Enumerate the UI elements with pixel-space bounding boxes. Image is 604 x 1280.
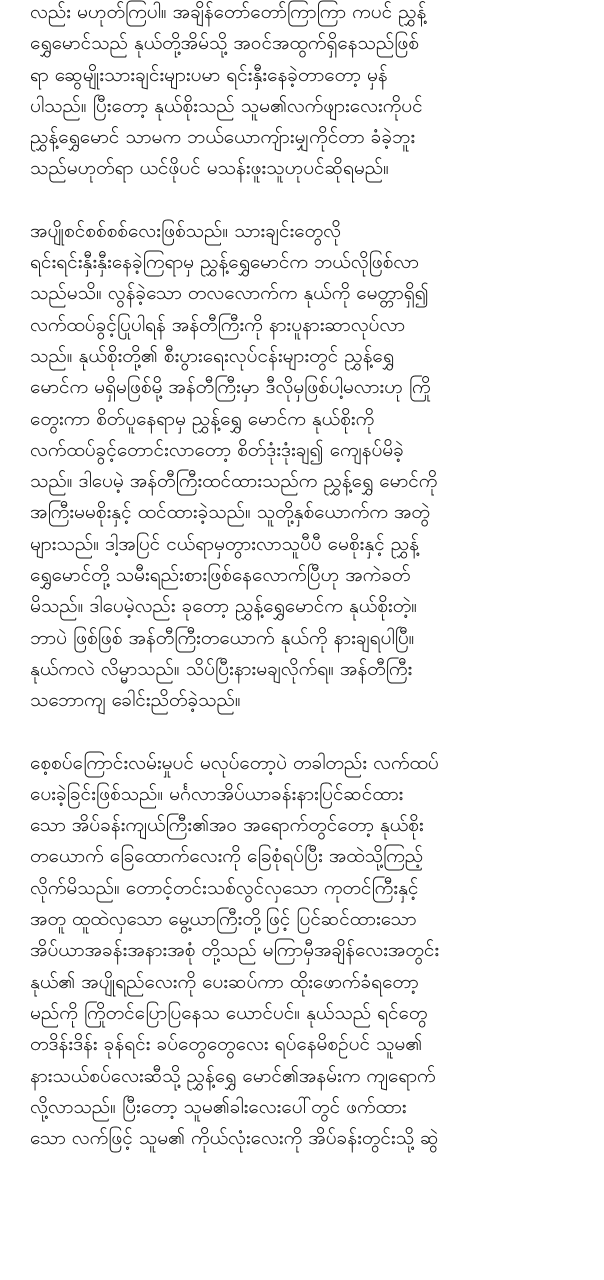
text-line: တွေးကာ စိတ်ပူနေရာမှ ညွှန့်ရွှေ မောင်က နုယ်စိုးကို — [30, 407, 375, 430]
text-line: ရင်းရင်းနှီးနှီးနေခဲ့ကြရာမှ ညွှန့်ရွှေမောင်က ဘယ်လိုဖြစ်လာ — [30, 251, 419, 274]
text-line: များသည်။ ဒါ့အပြင် ငယ်ရာမှတွားလာသူပီပီ မေစိုးနှင့် ညွှန့် — [30, 532, 419, 555]
text-line: သည်။ နုယ်စိုးတို့၏ စီးပွားရေးလုပ်ငန်းများတွင် ညွှန့်ရွှေ — [30, 344, 395, 367]
text-line: လက်ထပ်ခွင့်ပြုပါရန် အန်တီကြီးကို နားပူနားဆာလုပ်လာ — [30, 313, 406, 336]
text-line: ပါသည်။ ပြီးတော့ နုယ်စိုးသည် သူမ၏လက်ဖျားလေးကိုပင် — [30, 94, 423, 117]
text-line: လိုက်မိသည်။ တောင့်တင်းသစ်လွင်လှသော ကုတင်ကြီးနှင့် — [30, 876, 419, 899]
text-line: သည်။ ဒါပေမဲ့ အန်တီကြီးထင်ထားသည်က ညွှန့်ရွှေ မောင်ကို — [30, 470, 438, 493]
text-line: အပျိုစင်စစ်စစ်လေးဖြစ်သည်။ သားချင်းတွေလို — [30, 219, 341, 242]
text-line: စေ့စပ်ကြောင်းလမ်းမှုပင် မလုပ်တော့ပဲ တခါတည်း လက်ထပ် — [30, 751, 439, 774]
text-line: သော အိပ်ခန်းကျယ်ကြီး၏အဝ အရောက်တွင်တော့ နုယ်စိုး — [30, 814, 424, 837]
text-line: ညွှန့်ရွှေမောင် သာမက ဘယ်ယောကျ်ားမျှကိုင်တာ ခံခဲ့ဘူး — [30, 126, 416, 149]
text-line: အတူ ထူထဲလှသော မွေ့ယာကြီးတို့ဖြင့် ပြင်ဆင်ထားသော — [30, 908, 417, 931]
text-line: သဘောကျ ခေါင်းညိတ်ခဲ့သည်။ — [30, 689, 241, 712]
text-line: နုယ်ကလဲ လိမ္မာသည်။ သိပ်ပြီးနားမချလိုက်ရ။ အန်တီကြီး — [30, 657, 413, 680]
text-line: တယောက် ခြေထောက်လေးကို ခြေစုံရပ်ပြီး အထဲသို့ကြည့် — [30, 845, 424, 868]
text-line: ဘာပဲ ဖြစ်ဖြစ် အန်တီကြီးတယောက် နုယ်ကို နားချရပါပြီ။ — [30, 626, 415, 649]
text-line: ပေးခဲ့ခြင်းဖြစ်သည်။ မင်္ဂလာအိပ်ယာခန်းနားပြင်ဆင်ထား — [30, 782, 404, 805]
text-line: ရွှေမောင်တို့ သမီးရည်းစားဖြစ်နေလောက်ပြီဟု အကဲခတ် — [30, 564, 411, 587]
text-line: မိသည်။ ဒါပေမဲ့လည်း ခုတော့ ညွှန့်ရွှေမောင်က နုယ်စိုးတဲ့။ — [30, 595, 417, 618]
text-line: အိပ်ယာအခန်းအနားအစုံ တို့သည် မကြာမှီအချိန်လေးအတွင်း — [30, 939, 440, 962]
text-line: လို့လာသည်။ ပြီးတော့ သူမ၏ခါးလေးပေါ်တွင် ဖက်ထား — [30, 1095, 407, 1118]
text-line: သည်မသိ။ လွန်ခဲ့သော တလလောက်က နုယ်ကို မေတ္တာရှိ၍ — [30, 282, 429, 305]
text-line: ရာ ဆွေမျိုးသားချင်းများပမာ ရင်းနှီးနေခဲ့တာတော့ မှန် — [30, 63, 388, 86]
text-line: အကြီးမမစိုးနှင့် ထင်ထားခဲ့သည်။ သူတို့နှစ်ယောက်က အတွဲ — [30, 501, 430, 524]
paragraph-1 — [30, 0, 582, 185]
text-line: မောင်က မရှိမဖြစ်မို့ အန်တီကြီးမှာ ဒီလိုမှဖြစ်ပါ့မလားဟု ကြို — [30, 376, 431, 399]
story-text — [30, 0, 582, 1185]
text-line: လည်း မဟုတ်ကြပါ။ အချိန်တော်တော်ကြာကြာ ကပင် ညွှန့် — [30, 1, 427, 23]
text-line: နားသယ်စပ်လေးဆီသို့ ညွှန့်ရွှေ မောင်၏အနမ်းက ကျရောက် — [30, 1064, 436, 1087]
text-line: ရွှေမောင်သည် နုယ်တို့အိမ်သို့ အဝင်အထွက်ရှိနေသည်ဖြစ် — [30, 32, 419, 55]
text-line: သော လက်ဖြင့် သူမ၏ ကိုယ်လုံးလေးကို အိပ်ခန်းတွင်းသို့ ဆွဲ — [30, 1127, 439, 1150]
paragraph-3 — [30, 748, 582, 1155]
text-line: သည်မဟုတ်ရာ ယင်ဖိုပင် မသန်းဖူးသူဟုပင်ဆိုရမည်။ — [30, 157, 389, 180]
text-line: လက်ထပ်ခွင့်တောင်းလာတော့ စိတ်ဒုံးဒုံးချ၍ ကျေနပ်မိခဲ့ — [30, 438, 404, 461]
text-line: မည်ကို ကြိုတင်ပြောပြနေသ ယောင်ပင်။ နုယ်သည် ရင်တွေ — [30, 1001, 428, 1024]
paragraph-2 — [30, 216, 582, 717]
text-line: နုယ်၏ အပျိုရည်လေးကို ပေးဆပ်ကာ ထိုးဖောက်ခံရတော့ — [30, 970, 419, 993]
text-line: တဒိန်းဒိန်း ခုန်ရင်း ခပ်တွေတွေလေး ရပ်နေမိစဉ်ပင် သူမ၏ — [30, 1033, 423, 1056]
